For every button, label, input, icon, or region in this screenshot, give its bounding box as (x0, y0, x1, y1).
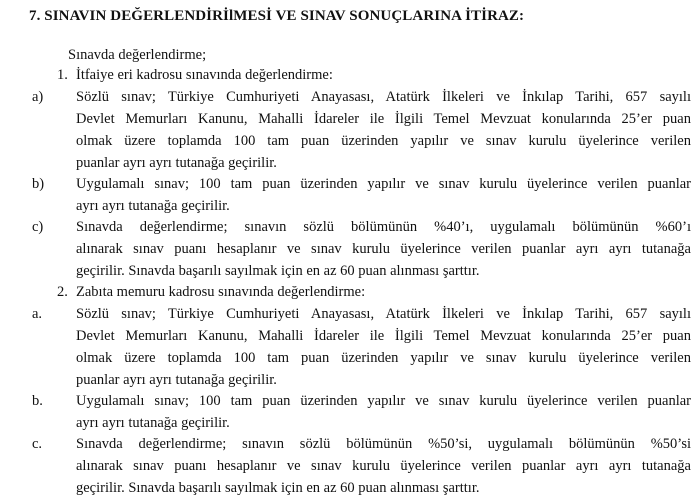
section1-number: 1. (57, 67, 68, 83)
paragraph (76, 216, 691, 282)
paragraph-line: geçirilir. Sınavda başarılı sayılmak için en az 60 puan alınması şarttır. (76, 263, 480, 279)
paragraph-line: alınarak sınav puanı hesaplanır ve sınav kurulu üyelerince verilen puanlar ayrı ayrı tutanağa (76, 241, 691, 257)
paragraph-line: geçirilir. Sınavda başarılı sayılmak için en az 60 puan alınması şarttır. (76, 480, 480, 496)
item-marker: c. (32, 436, 43, 452)
paragraph-line: puanlar ayrı ayrı tutanağa geçirilir. (76, 155, 277, 171)
paragraph-line: Sınavda değerlendirme; sınavın sözlü bölümünün %40’ı, uygulamalı bölümünün %60’ı (76, 219, 691, 235)
paragraph-line: Sınavda değerlendirme; sınavın sözlü bölümünün %50’si, uygulamalı bölümünün %50’si (76, 436, 691, 452)
intro-text: Sınavda değerlendirme; (68, 47, 207, 63)
item-marker: b. (32, 393, 43, 409)
paragraph-line: Devlet Memurları Kanunu, Mahalli İdareler ile İlgili Temel Mevzuat konularında 25’er puan (76, 328, 691, 344)
section2-number: 2. (57, 284, 68, 300)
paragraph-line: Sözlü sınav; Türkiye Cumhuriyeti Anayasası, Atatürk İlkeleri ve İnkılap Tarihi, 657 sayılı (76, 306, 691, 322)
paragraph-line: Uygulamalı sınav; 100 tam puan üzerinden yapılır ve sınav kurulu üyelerince verilen puanlar (76, 176, 691, 192)
paragraph-line: olmak üzere toplamda 100 tam puan üzerinden yapılır ve sınav kurulu üyelerince verilen (76, 350, 691, 366)
paragraph (76, 390, 691, 434)
paragraph-line: alınarak sınav puanı hesaplanır ve sınav kurulu üyelerince verilen puanlar ayrı ayrı tutanağa (76, 458, 691, 474)
item-marker: a. (32, 306, 43, 322)
item-marker: a) (32, 89, 44, 105)
section1-title: İtfaiye eri kadrosu sınavında değerlendirme: (76, 67, 333, 83)
item-marker: b) (32, 176, 45, 192)
paragraph (76, 173, 691, 217)
paragraph-line: puanlar ayrı ayrı tutanağa geçirilir. (76, 372, 277, 388)
paragraph-line: Uygulamalı sınav; 100 tam puan üzerinden yapılır ve sınav kurulu üyelerince verilen puanlar (76, 393, 691, 409)
paragraph (76, 433, 691, 499)
paragraph-line: ayrı ayrı tutanağa geçirilir. (76, 415, 230, 431)
paragraph-line: Sözlü sınav; Türkiye Cumhuriyeti Anayasası, Atatürk İlkeleri ve İnkılap Tarihi, 657 sayılı (76, 89, 691, 105)
section-heading: 7. SINAVIN DEĞERLENDİRİlMESİ VE SINAV SONUÇLARINA İTİRAZ: (29, 8, 525, 24)
paragraph (76, 303, 691, 391)
paragraph (76, 86, 691, 174)
item-marker: c) (32, 219, 44, 235)
paragraph-line: ayrı ayrı tutanağa geçirilir. (76, 198, 230, 214)
paragraph-line: olmak üzere toplamda 100 tam puan üzerinden yapılır ve sınav kurulu üyelerince verilen (76, 133, 691, 149)
section2-title: Zabıta memuru kadrosu sınavında değerlendirme: (76, 284, 366, 300)
paragraph-line: Devlet Memurları Kanunu, Mahalli İdareler ile İlgili Temel Mevzuat konularında 25’er puan (76, 111, 691, 127)
